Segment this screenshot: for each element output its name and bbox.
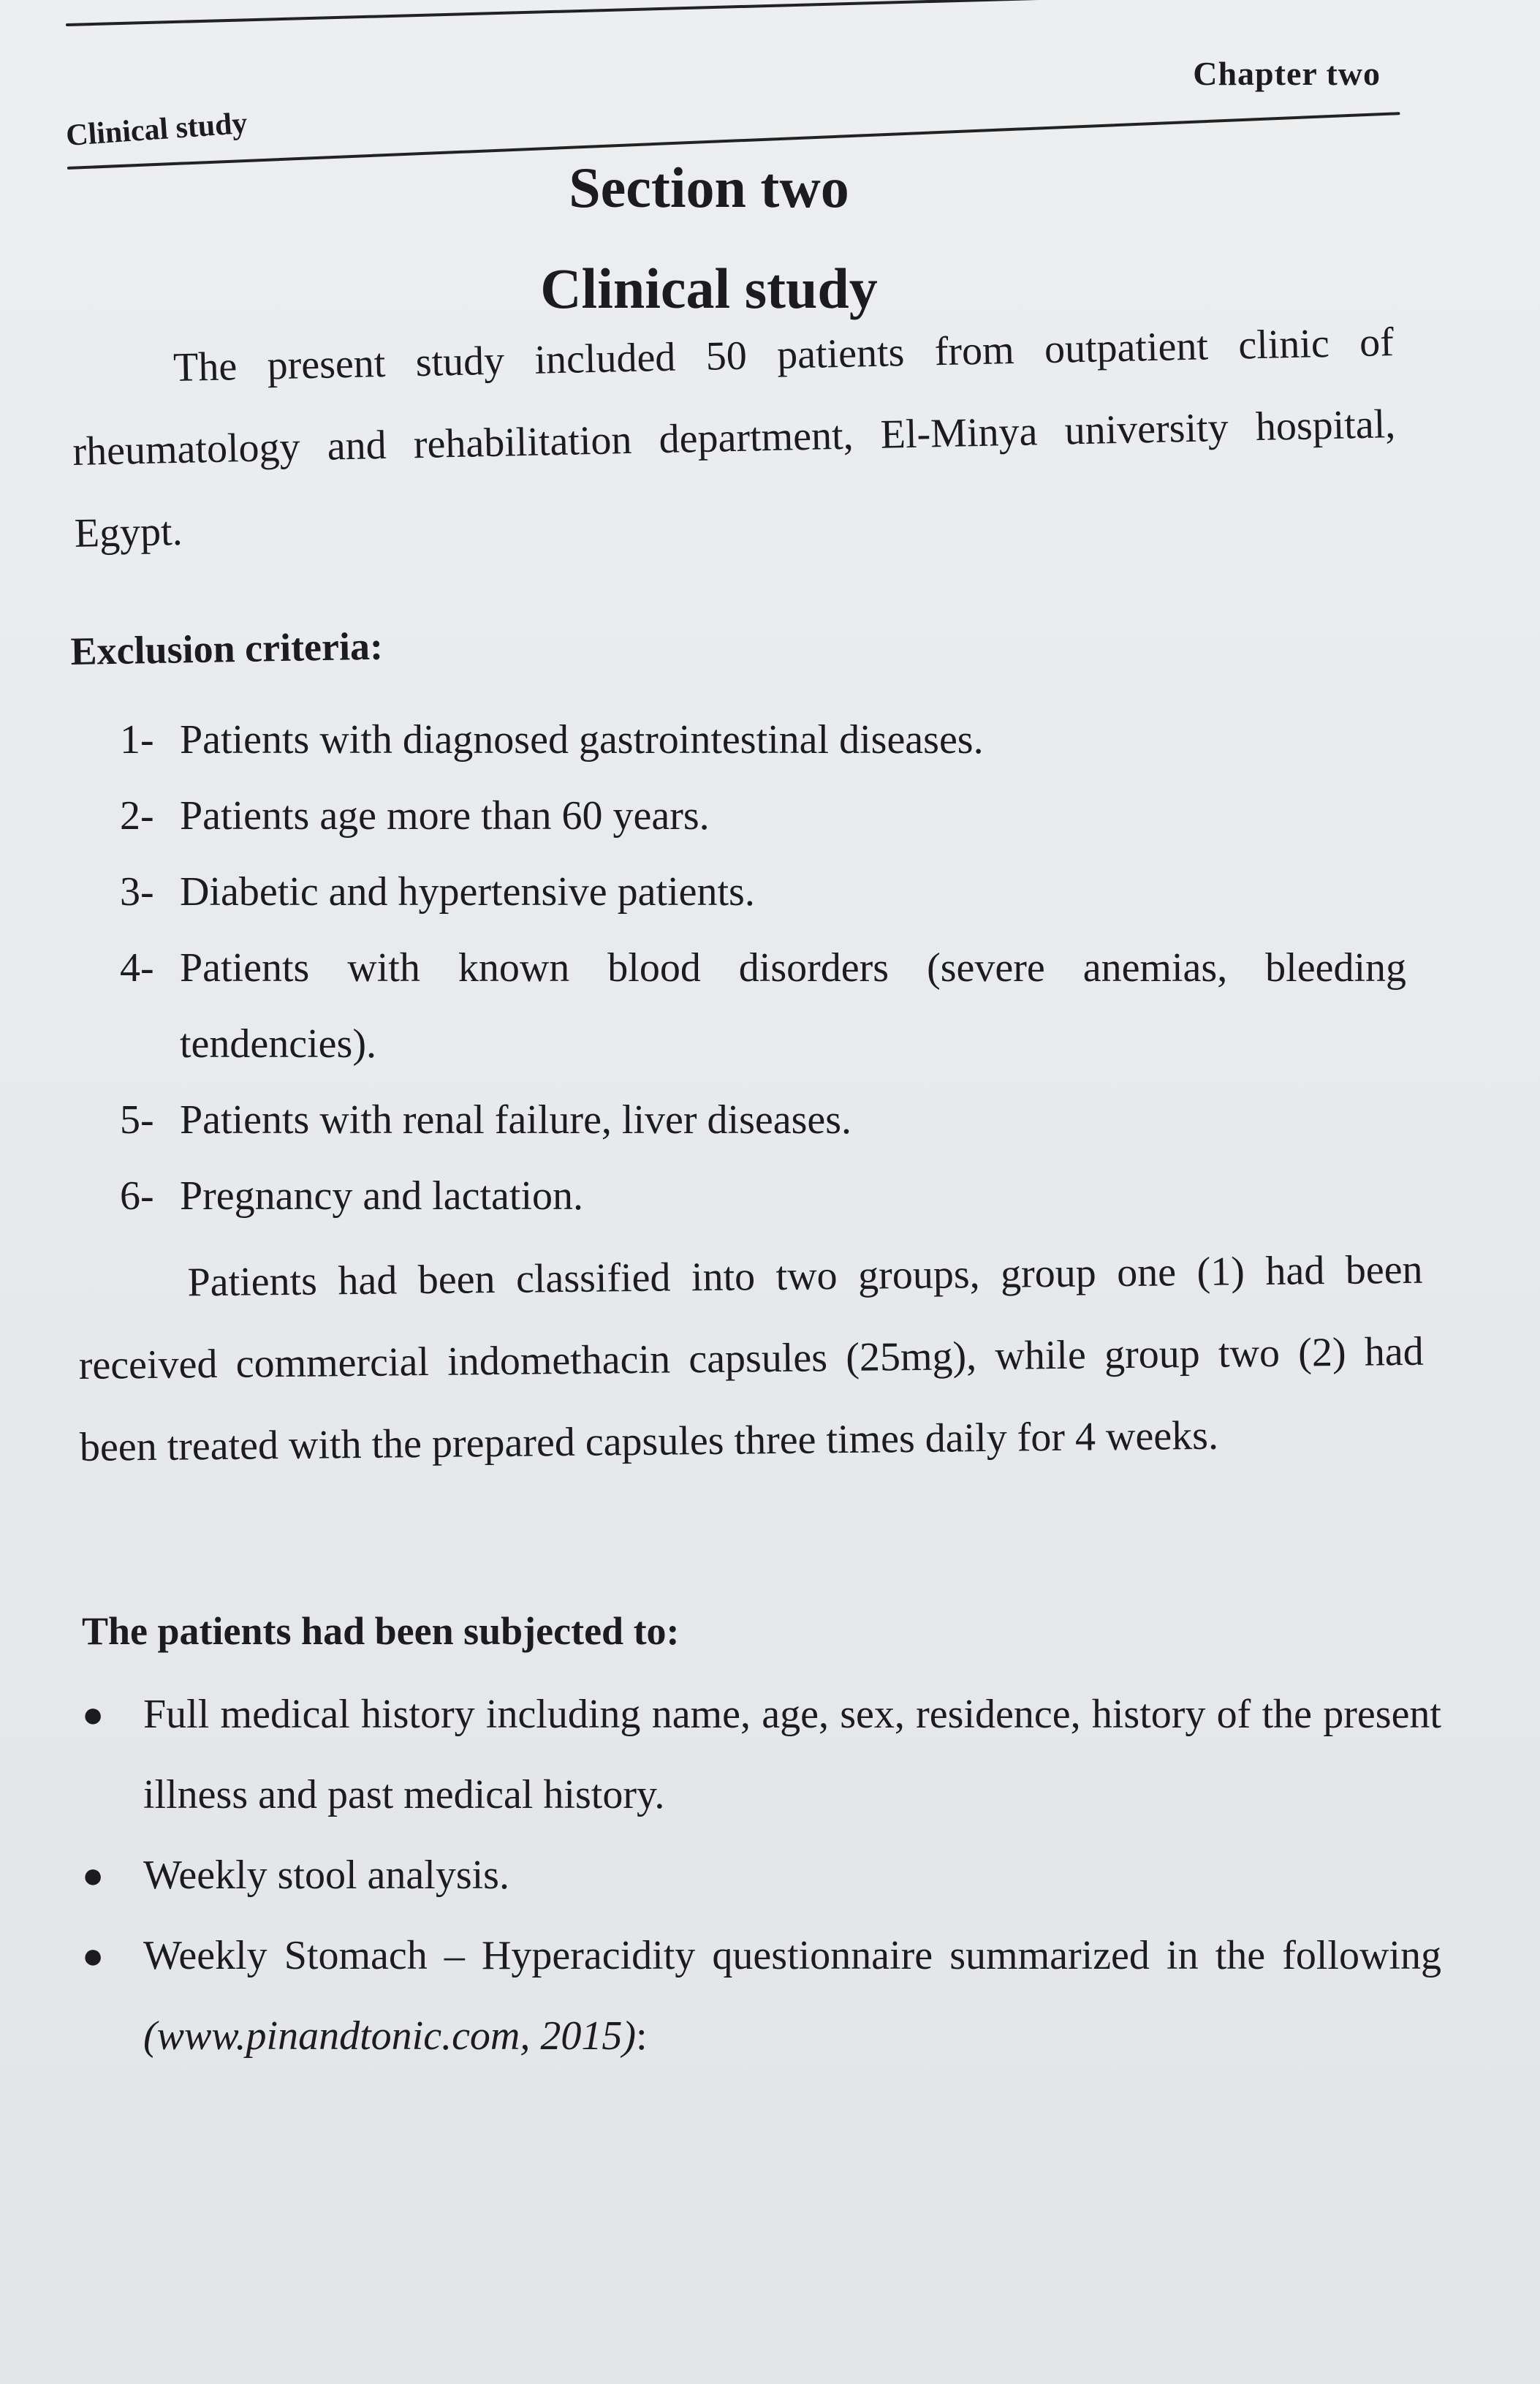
bullet-icon: ●	[82, 1855, 105, 1896]
section-subtitle: Clinical study	[540, 257, 878, 320]
list-text: Patients with diagnosed gastrointestinal diseases.	[180, 717, 984, 762]
subjected-heading: The patients had been subjected to:	[82, 1609, 680, 1653]
list-item	[120, 854, 1406, 930]
list-text: Patients with renal failure, liver diseases.	[180, 1097, 852, 1143]
list-text: Full medical history including name, age, sex, residence, history of the present illness and past medical history.	[143, 1692, 1441, 1817]
list-item	[120, 778, 1406, 854]
list-item	[82, 1915, 1441, 2076]
chapter-label: Chapter two	[1193, 55, 1381, 92]
subjected-list	[82, 1674, 1441, 2076]
list-number: 1-	[120, 717, 154, 762]
list-text: Patients with known blood disorders (severe anemias, bleeding tendencies).	[180, 945, 1406, 1067]
list-item	[120, 930, 1406, 1082]
list-number: 2-	[120, 793, 154, 839]
list-item	[120, 1158, 1406, 1234]
running-head: Clinical study	[64, 106, 249, 154]
list-text	[143, 1915, 1441, 2076]
section-title: Section two	[569, 156, 849, 219]
list-text: Pregnancy and lactation.	[180, 1173, 584, 1219]
list-text: Weekly stool analysis.	[143, 1853, 509, 1898]
list-text: Diabetic and hypertensive patients.	[180, 869, 755, 915]
bullet-icon: ●	[82, 1694, 105, 1735]
list-text: Patients age more than 60 years.	[180, 793, 710, 839]
list-number: 3-	[120, 869, 154, 915]
citation: (www.pinandtonic.com, 2015)	[143, 2013, 637, 2059]
list-number: 5-	[120, 1097, 154, 1143]
list-item	[120, 702, 1406, 778]
groups-paragraph: Patients had been classified into two groups, group one (1) had been received commercial indomethacin capsules (25mg), while group two (2) had been treated with the prepared capsules three times daily for 4 weeks.	[78, 1246, 1424, 1470]
list-number: 4-	[120, 945, 154, 991]
intro-paragraph: The present study included 50 patients from outpatient clinic of rheumatology and rehabilitation department, El-Minya university hospital, Egypt.	[72, 319, 1396, 556]
list-text-suffix: :	[636, 2013, 648, 2059]
list-item	[120, 1082, 1406, 1158]
bullet-icon: ●	[82, 1935, 105, 1976]
list-item	[82, 1674, 1441, 1835]
header-rule-top	[66, 0, 1403, 26]
exclusion-list	[120, 702, 1406, 1234]
list-text-main: Weekly Stomach – Hyperacidity questionnaire summarized in the following	[143, 1933, 1441, 1978]
list-number: 6-	[120, 1173, 154, 1219]
exclusion-heading: Exclusion criteria:	[70, 624, 384, 673]
list-item	[82, 1835, 1441, 1915]
